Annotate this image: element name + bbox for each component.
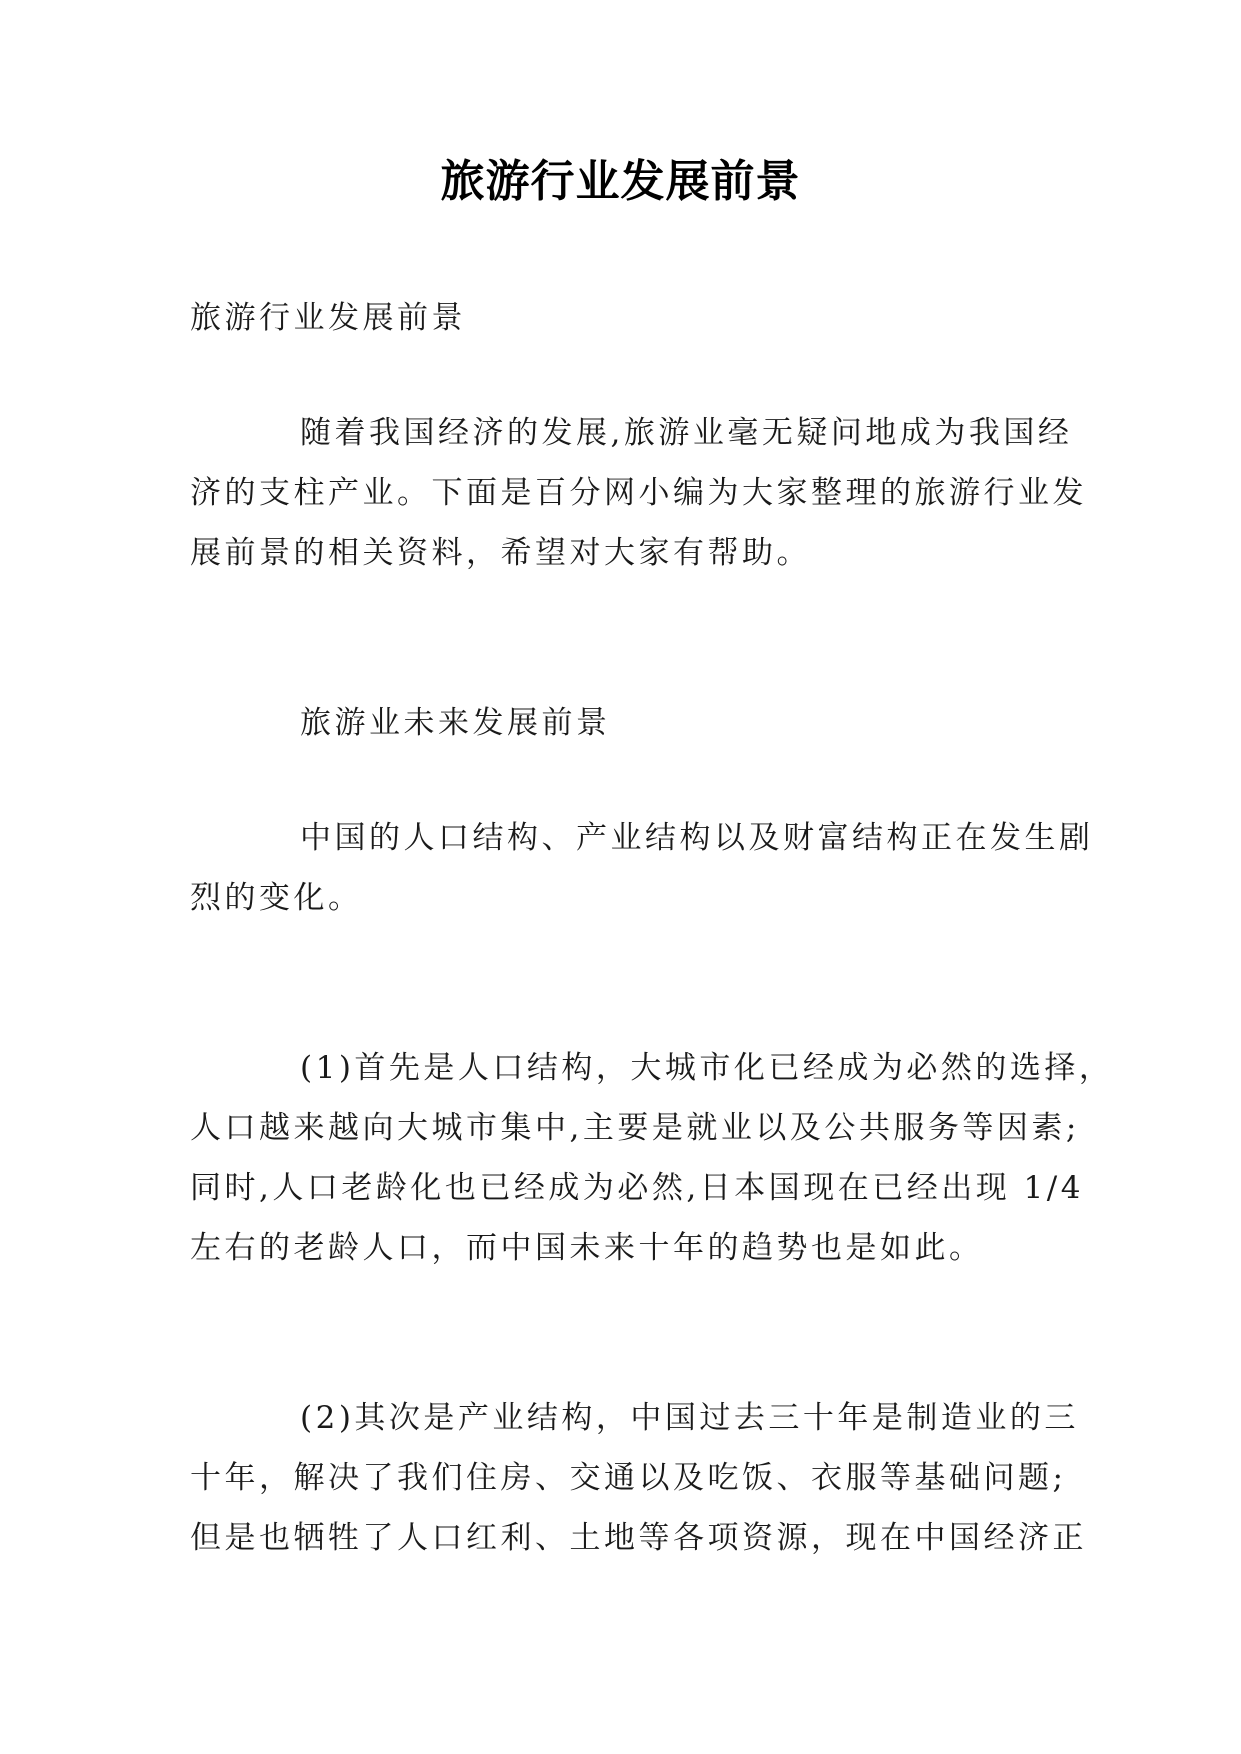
intro-line-1: 随着我国经济的发展,旅游业毫无疑问地成为我国经 (300, 415, 1073, 451)
para1-line-2: 烈的变化。 (190, 880, 363, 916)
intro-line-3: 展前景的相关资料，希望对大家有帮助。 (190, 535, 811, 571)
para3-line-2: 十年，解决了我们住房、交通以及吃饭、衣服等基础问题; (190, 1460, 1067, 1496)
para2-line-4: 左右的老龄人口，而中国未来十年的趋势也是如此。 (190, 1230, 984, 1266)
section-heading: 旅游业未来发展前景 (300, 705, 611, 741)
intro-line-2: 济的支柱产业。下面是百分网小编为大家整理的旅游行业发 (190, 475, 1087, 511)
para1-line-1: 中国的人口结构、产业结构以及财富结构正在发生剧 (300, 820, 1094, 856)
para2-line-3: 同时,人口老龄化也已经成为必然,日本国现在已经出现 1/4 (190, 1170, 1084, 1206)
para2-line-1: (1)首先是人口结构，大城市化已经成为必然的选择， (300, 1050, 1114, 1086)
para2-line-2: 人口越来越向大城市集中,主要是就业以及公共服务等因素; (190, 1110, 1080, 1146)
document-subtitle: 旅游行业发展前景 (190, 300, 466, 336)
document-title: 旅游行业发展前景 (440, 156, 801, 207)
para3-line-3: 但是也牺牲了人口红利、土地等各项资源，现在中国经济正 (190, 1520, 1087, 1556)
para3-line-1: (2)其次是产业结构，中国过去三十年是制造业的三 (300, 1400, 1079, 1436)
